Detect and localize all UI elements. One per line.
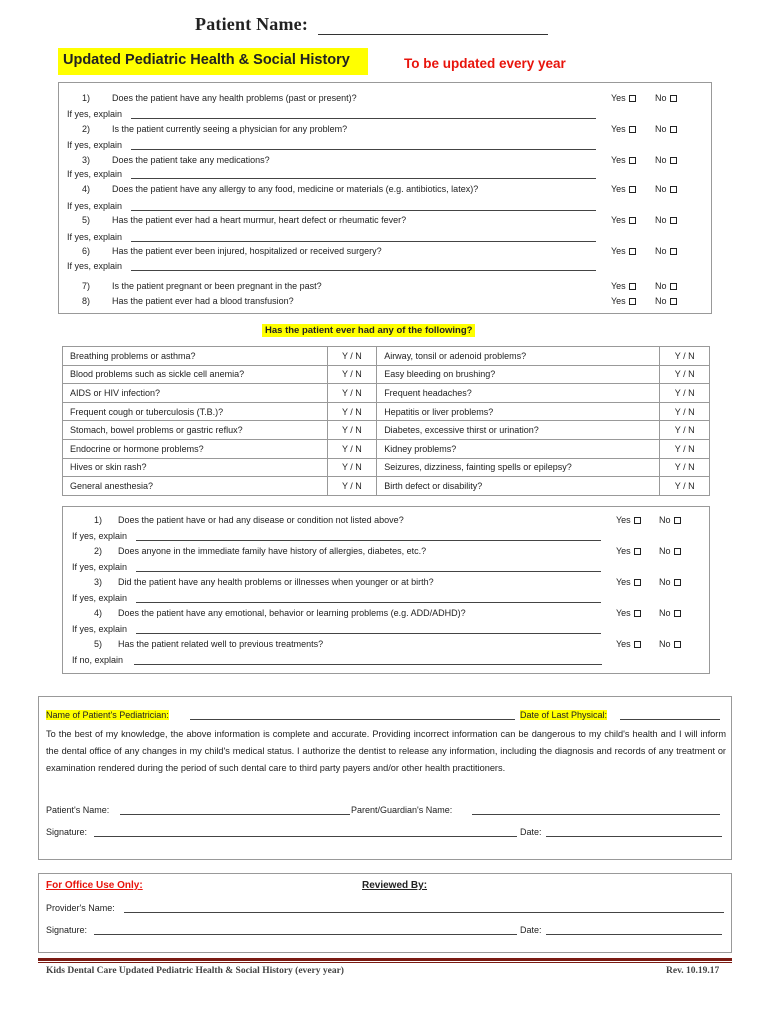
no-checkbox[interactable]: [674, 610, 681, 617]
yes-checkbox[interactable]: [629, 186, 636, 193]
yes-no-choice[interactable]: Y / N: [327, 402, 377, 421]
no-checkbox[interactable]: [674, 641, 681, 648]
conditions-title: Has the patient ever had any of the following?: [262, 324, 475, 337]
question-number: 8): [81, 296, 90, 306]
no-option[interactable]: No: [659, 546, 681, 556]
explain-label: If yes, explain: [67, 232, 123, 242]
yes-option[interactable]: Yes: [611, 93, 636, 103]
pediatrician-field[interactable]: [190, 719, 515, 720]
yes-option[interactable]: Yes: [616, 639, 641, 649]
no-option[interactable]: No: [659, 639, 681, 649]
reviewed-by-label: Reviewed By:: [362, 880, 428, 891]
yes-checkbox[interactable]: [634, 610, 641, 617]
condition-label: Frequent headaches?: [377, 384, 660, 403]
condition-label: Diabetes, excessive thirst or urination?: [377, 421, 660, 440]
yes-no-choice[interactable]: Y / N: [660, 477, 710, 496]
yes-checkbox[interactable]: [629, 248, 636, 255]
yes-checkbox[interactable]: [634, 579, 641, 586]
table-row: [63, 421, 710, 440]
condition-label: Seizures, dizziness, fainting spells or epilepsy?: [377, 458, 660, 477]
question-text: Is the patient pregnant or been pregnant in the past?: [112, 281, 322, 291]
table-row: [63, 477, 710, 496]
question-number: 1): [81, 93, 90, 103]
question-number: 5): [93, 639, 102, 649]
explain-field[interactable]: [131, 241, 596, 242]
table-row: [63, 365, 710, 384]
yes-checkbox[interactable]: [629, 217, 636, 224]
yes-checkbox[interactable]: [629, 126, 636, 133]
explain-label: If yes, explain: [67, 140, 123, 150]
no-option[interactable]: No: [655, 215, 677, 225]
explain-field[interactable]: [131, 178, 596, 179]
no-option[interactable]: No: [659, 515, 681, 525]
no-checkbox[interactable]: [670, 186, 677, 193]
condition-label: Kidney problems?: [377, 439, 660, 458]
patient-name-field[interactable]: [318, 34, 548, 35]
condition-label: General anesthesia?: [63, 477, 328, 496]
no-option[interactable]: No: [655, 155, 677, 165]
no-checkbox[interactable]: [670, 298, 677, 305]
yes-option[interactable]: Yes: [611, 155, 636, 165]
yes-no-choice[interactable]: Y / N: [660, 421, 710, 440]
patient-name-label: Patient Name:: [195, 14, 309, 34]
question-number: 1): [93, 515, 102, 525]
explain-field[interactable]: [136, 633, 601, 634]
no-checkbox[interactable]: [670, 283, 677, 290]
question-number: 7): [81, 281, 90, 291]
explain-field[interactable]: [136, 571, 601, 572]
yes-no-choice[interactable]: Y / N: [327, 384, 377, 403]
explain-label: If yes, explain: [67, 109, 123, 119]
question-text: Does the patient take any medications?: [112, 155, 270, 165]
question-text: Has the patient ever been injured, hospitalized or received surgery?: [112, 246, 382, 256]
provider-name-label: Provider's Name:: [46, 903, 115, 913]
provider-name-field[interactable]: [124, 912, 724, 913]
yes-checkbox[interactable]: [634, 641, 641, 648]
question-number: 2): [93, 546, 102, 556]
question-text: Is the patient currently seeing a physician for any problem?: [112, 124, 348, 134]
yes-no-choice[interactable]: Y / N: [660, 439, 710, 458]
explain-label: If yes, explain: [67, 261, 123, 271]
revision-label: Rev. 10.19.17: [666, 966, 720, 976]
yes-checkbox[interactable]: [629, 157, 636, 164]
patients-name-label: Patient's Name:: [46, 805, 110, 815]
explain-label: If yes, explain: [67, 201, 123, 211]
yes-checkbox[interactable]: [634, 517, 641, 524]
office-signature-label: Signature:: [46, 925, 88, 935]
yes-no-choice[interactable]: Y / N: [660, 458, 710, 477]
yes-no-choice[interactable]: Y / N: [660, 402, 710, 421]
explain-field[interactable]: [136, 602, 601, 603]
yes-option[interactable]: Yes: [611, 296, 636, 306]
no-option[interactable]: No: [659, 577, 681, 587]
question-text: Does the patient have any health problems (past or present)?: [112, 93, 357, 103]
no-checkbox[interactable]: [674, 517, 681, 524]
condition-label: Blood problems such as sickle cell anemia?: [63, 365, 328, 384]
condition-label: Breathing problems or asthma?: [63, 347, 328, 366]
form-subtitle: To be updated every year: [404, 56, 566, 71]
form-title: Updated Pediatric Health & Social History: [58, 48, 368, 75]
footer-rule: [38, 958, 732, 961]
yes-option[interactable]: Yes: [616, 546, 641, 556]
yes-option[interactable]: Yes: [616, 608, 641, 618]
explain-label: If yes, explain: [67, 169, 123, 179]
no-option[interactable]: No: [655, 281, 677, 291]
explain-field[interactable]: [131, 270, 596, 271]
no-checkbox[interactable]: [674, 548, 681, 555]
question-number: 4): [93, 608, 102, 618]
no-option[interactable]: No: [655, 296, 677, 306]
explain-label: If yes, explain: [72, 624, 128, 634]
table-row: [63, 347, 710, 366]
consent-statement: To the best of my knowledge, the above information is complete and accurate. Providing incorrect information can be dangerous to my child's health and I will inform the dental office of any changes in my child's medical status. I authorize the dentist to release any information, including the diagnosis and records of any treatment or examination rendered during the period of such dental care to third party payers and/or other health practitioners.: [46, 729, 726, 773]
yes-no-choice[interactable]: Y / N: [660, 347, 710, 366]
no-checkbox[interactable]: [670, 248, 677, 255]
yes-checkbox[interactable]: [634, 548, 641, 555]
explain-label: If no, explain: [72, 655, 124, 665]
question-number: 3): [93, 577, 102, 587]
question-text: Does the patient have any emotional, behavior or learning problems (e.g. ADD/ADHD)?: [118, 608, 466, 618]
no-checkbox[interactable]: [670, 217, 677, 224]
yes-option[interactable]: Yes: [611, 124, 636, 134]
question-text: Does anyone in the immediate family have history of allergies, diabetes, etc.?: [118, 546, 427, 556]
signature-label: Signature:: [46, 827, 88, 837]
yes-no-choice[interactable]: Y / N: [660, 365, 710, 384]
no-checkbox[interactable]: [670, 157, 677, 164]
conditions-table: [62, 346, 710, 496]
yes-no-choice[interactable]: Y / N: [660, 384, 710, 403]
yes-no-choice[interactable]: Y / N: [327, 365, 377, 384]
yes-option[interactable]: Yes: [611, 215, 636, 225]
table-row: [63, 458, 710, 477]
no-option[interactable]: No: [655, 246, 677, 256]
date-field[interactable]: [546, 836, 722, 837]
question-number: 5): [81, 215, 90, 225]
explain-field[interactable]: [136, 540, 601, 541]
explain-field[interactable]: [131, 118, 596, 119]
condition-label: Birth defect or disability?: [377, 477, 660, 496]
explain-field[interactable]: [134, 664, 602, 665]
explain-field[interactable]: [131, 210, 596, 211]
office-signature-field[interactable]: [94, 934, 517, 935]
pediatrician-label: Name of Patient's Pediatrician:: [46, 710, 169, 720]
explain-label: If yes, explain: [72, 593, 128, 603]
footer-rule-thin: [38, 962, 732, 963]
yes-checkbox[interactable]: [629, 298, 636, 305]
yes-option[interactable]: Yes: [611, 246, 636, 256]
question-text: Does the patient have or had any disease or condition not listed above?: [118, 515, 404, 525]
question-number: 4): [81, 184, 90, 194]
condition-label: Endocrine or hormone problems?: [63, 439, 328, 458]
last-physical-label: Date of Last Physical:: [520, 710, 608, 720]
yes-option[interactable]: Yes: [616, 577, 641, 587]
office-date-label: Date:: [520, 925, 542, 935]
no-option[interactable]: No: [655, 93, 677, 103]
no-checkbox[interactable]: [674, 579, 681, 586]
question-text: Did the patient have any health problems or illnesses when younger or at birth?: [118, 577, 434, 587]
condition-label: Airway, tonsil or adenoid problems?: [377, 347, 660, 366]
signature-field[interactable]: [94, 836, 517, 837]
question-text: Does the patient have any allergy to any food, medicine or materials (e.g. antibiotics, latex)?: [112, 184, 479, 194]
yes-no-choice[interactable]: Y / N: [327, 347, 377, 366]
office-date-field[interactable]: [546, 934, 722, 935]
explain-field[interactable]: [131, 149, 596, 150]
condition-label: Frequent cough or tuberculosis (T.B.)?: [63, 402, 328, 421]
no-option[interactable]: No: [655, 124, 677, 134]
patients-name-field[interactable]: [120, 814, 350, 815]
guardian-name-label: Parent/Guardian's Name:: [351, 805, 453, 815]
yes-no-choice[interactable]: Y / N: [327, 421, 377, 440]
question-number: 6): [81, 246, 90, 256]
explain-label: If yes, explain: [72, 562, 128, 572]
question-text: Has the patient ever had a blood transfusion?: [112, 296, 294, 306]
question-number: 3): [81, 155, 90, 165]
no-option[interactable]: No: [659, 608, 681, 618]
yes-checkbox[interactable]: [629, 95, 636, 102]
question-number: 2): [81, 124, 90, 134]
condition-label: Stomach, bowel problems or gastric reflux?: [63, 421, 328, 440]
date-label: Date:: [520, 827, 542, 837]
footer-text: Kids Dental Care Updated Pediatric Health & Social History (every year): [46, 966, 344, 976]
yes-no-choice[interactable]: Y / N: [327, 458, 377, 477]
office-use-title: For Office Use Only:: [46, 880, 143, 891]
explain-label: If yes, explain: [72, 531, 128, 541]
no-checkbox[interactable]: [670, 95, 677, 102]
condition-label: AIDS or HIV infection?: [63, 384, 328, 403]
yes-checkbox[interactable]: [629, 283, 636, 290]
table-row: [63, 402, 710, 421]
no-option[interactable]: No: [655, 184, 677, 194]
health-questions-box: [58, 82, 712, 314]
guardian-name-field[interactable]: [472, 814, 720, 815]
condition-label: Hepatitis or liver problems?: [377, 402, 660, 421]
last-physical-field[interactable]: [620, 719, 720, 720]
question-text: Has the patient related well to previous treatments?: [118, 639, 324, 649]
condition-label: Easy bleeding on brushing?: [377, 365, 660, 384]
yes-no-choice[interactable]: Y / N: [327, 439, 377, 458]
question-text: Has the patient ever had a heart murmur, heart defect or rheumatic fever?: [112, 215, 407, 225]
table-row: [63, 384, 710, 403]
yes-option[interactable]: Yes: [611, 281, 636, 291]
no-checkbox[interactable]: [670, 126, 677, 133]
yes-no-choice[interactable]: Y / N: [327, 477, 377, 496]
table-row: [63, 439, 710, 458]
condition-label: Hives or skin rash?: [63, 458, 328, 477]
yes-option[interactable]: Yes: [616, 515, 641, 525]
yes-option[interactable]: Yes: [611, 184, 636, 194]
